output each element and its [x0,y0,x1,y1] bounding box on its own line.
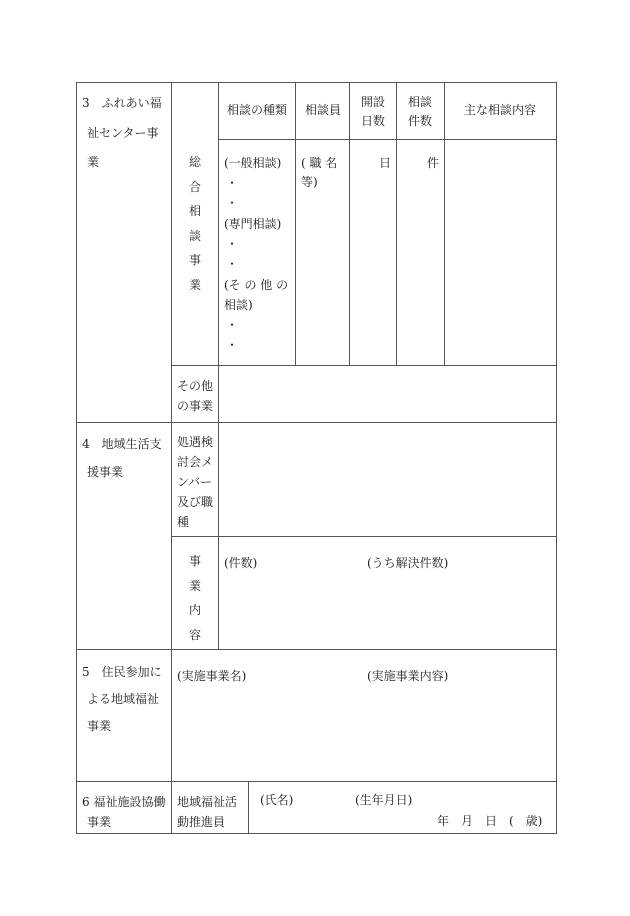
header-open-days-2: 日数 [361,114,386,128]
birthdate-age-line: 年 月 日 ( 歳) [437,814,543,828]
project-name-label: (実施事業名) [177,669,247,683]
s6-title-line2: 事業 [87,815,112,829]
person-name-label: (氏名) [260,793,294,807]
table-border-bottom [76,833,557,834]
s4-title-line1: 4 地域生活支 [82,437,162,451]
other-business-label-2: の事業 [177,399,214,413]
promoter-label-2: 動推進員 [177,815,226,829]
type-bullet: ・ [226,318,239,332]
type-bullet: ・ [226,338,239,352]
type-general: (一般相談) [224,156,282,170]
s5-title-line3: 事業 [87,719,112,733]
type-other-cont: 相談) [224,298,253,312]
promoter-label-1: 地域福祉活 [177,795,238,809]
s4-title-line2: 援事業 [87,465,124,479]
s3-col-type [295,82,296,365]
s5-title-line2: よる地域福祉 [87,692,160,706]
s3-col-staff [349,82,350,365]
s3-title-line2: 祉センター事 [87,126,159,140]
case-count-label: (件数) [224,556,258,570]
s3-col-label [218,82,219,422]
staff-note-1: ( 職 名 [301,156,338,170]
header-staff: 相談員 [305,103,342,117]
s6-title-line1: 6 福祉施設協働 [82,795,166,809]
s3-header-bottom [218,139,557,140]
birthdate-label: (生年月日) [355,793,413,807]
type-bullet: ・ [226,196,239,210]
type-bullet: ・ [226,176,239,190]
days-unit: 日 [379,156,392,170]
member-label-5: 種 [177,515,190,529]
header-open-days-1: 開設 [361,95,386,109]
type-bullet: ・ [226,237,239,251]
s3-title-line1: 3 ふれあい福 [82,96,162,110]
table-border-top [76,82,557,83]
other-business-label-1: その他 [177,379,214,393]
divider-s3-s4 [76,422,557,423]
s5-title-line1: 5 住民参加に [82,665,162,679]
member-label-1: 処遇検 [177,435,214,449]
project-content-label: (実施事業内容) [367,669,449,683]
header-count-1: 相談 [408,95,433,109]
type-specialist: (専門相談) [224,217,282,231]
member-label-2: 討会メ [177,455,214,469]
col-divider-title [171,82,172,834]
s6-col-label [248,781,249,833]
s3-general-bottom [171,365,557,366]
divider-s4-s5 [76,649,557,650]
divider-s5-s6 [76,781,557,782]
type-bullet: ・ [226,257,239,271]
resolved-count-label: (うち解決件数) [367,556,449,570]
s3-col-count [444,82,445,365]
s4-row-divider [171,536,557,537]
s3-col-days [396,82,397,365]
header-consult-type: 相談の種類 [227,103,288,117]
type-other: (そ の 他 の [224,278,289,292]
header-count-2: 件数 [408,114,433,128]
table-border-right [556,82,557,834]
header-main-content: 主な相談内容 [464,103,537,117]
staff-note-2: 等) [301,175,318,189]
member-label-4: 及び職 [177,495,214,509]
count-unit: 件 [427,156,440,170]
s3-general-consult-label: 総 合 相 談 事 業 [188,155,201,292]
member-label-3: ンバー [177,475,213,489]
s3-title-line3: 業 [87,155,100,169]
business-content-label: 事 業 内 容 [188,554,201,642]
table-border-left [76,82,77,834]
